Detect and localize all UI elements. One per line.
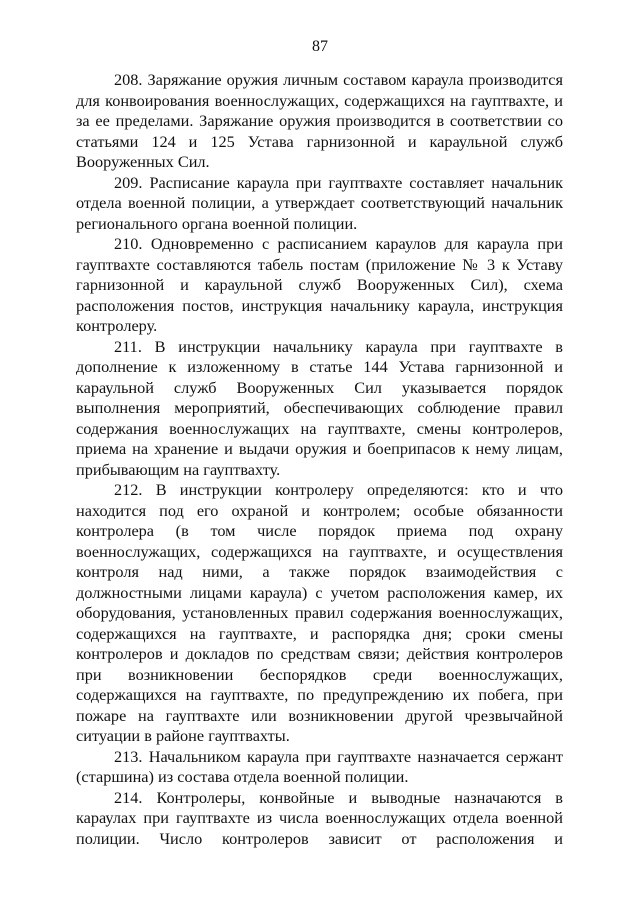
paragraph-210: 210. Одновременно с расписанием караулов для караула при гауптвахте составляются табель постам (приложение № 3 к Уставу гарнизонной и караульной служб Вооруженных Сил), схема расположения постов, инструкция начальнику караула, инструкция контролеру. <box>76 234 563 335</box>
paragraph-214: 214. Контролеры, конвойные и выводные назначаются в караулах при гауптвахте из числа военнослужащих отдела военной полиции. Число контролеров зависит от расположения и <box>76 787 563 848</box>
paragraph-208: 208. Заряжание оружия личным составом караула производится для конвоирования военнослужащих, содержащихся на гауптвахте, и за ее пределами. Заряжание оружия производится в соответствии со статьями 124 и 125 Устава гарнизонной и караульной служб Вооруженных Сил. <box>76 70 563 171</box>
paragraph-213: 213. Начальником караула при гауптвахте назначается сержант (старшина) из состава отдела военной полиции. <box>76 746 563 786</box>
paragraph-212: 212. В инструкции контролеру определяются: кто и что находится под его охраной и контролем; особые обязанности контролера (в том числе порядок приема под охрану военнослужащих, содержащихся на гауптвахте, и осуществления контроля над ними, а также порядок взаимодействия с должностными лицами караула) с учетом расположения камер, их оборудования, установленных правил содержания военнослужащих, содержащихся на гауптвахте, и распорядка дня; сроки смены контролеров и докладов по средствам связи; действия контролеров при возникновении беспорядков среди военнослужащих, содержащихся на гауптвахте, по предупреждению их побега, при пожаре на гауптвахте или возникновении другой чрезвычайной ситуации в районе гауптвахты. <box>76 480 563 745</box>
paragraph-211: 211. В инструкции начальнику караула при гауптвахте в дополнение к изложенному в статье 144 Устава гарнизонной и караульной служб Вооруженных Сил указывается порядок выполнения мероприятий, обеспечивающих соблюдение правил содержания военнослужащих на гауптвахте, смены контролеров, приема на хранение и выдачи оружия и боеприпасов к нему лицам, прибывающим на гауптвахту. <box>76 336 563 479</box>
document-body <box>76 70 563 849</box>
page-number: 87 <box>312 38 328 55</box>
paragraph-209: 209. Расписание караула при гауптвахте составляет начальник отдела военной полиции, а утверждает соответствующий начальник регионального органа военной полиции. <box>76 172 563 233</box>
